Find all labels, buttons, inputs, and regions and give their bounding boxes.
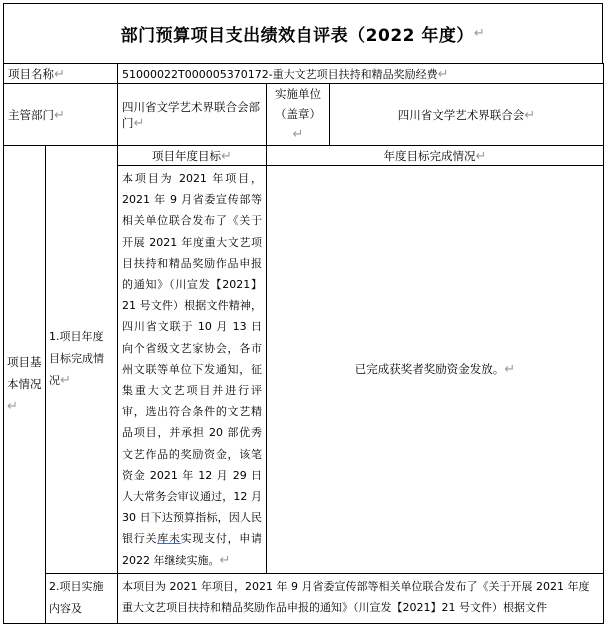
goal-content-cell xyxy=(118,166,267,574)
impl-value-cell xyxy=(330,84,604,146)
dept-value-cell xyxy=(118,84,267,146)
paragraph-mark-icon: ↵ xyxy=(473,26,486,41)
form-title xyxy=(3,3,603,63)
paragraph-mark-icon: ↵ xyxy=(7,398,18,414)
goal-content-highlight: 库未 xyxy=(157,532,181,546)
impl-label-line1: 实施单位 xyxy=(275,87,321,101)
paragraph-mark-icon: ↵ xyxy=(219,552,231,568)
impl-label-cell xyxy=(267,84,330,146)
paragraph-mark-icon: ↵ xyxy=(437,66,449,82)
basic-info-label-cell xyxy=(4,146,46,624)
paragraph-mark-icon: ↵ xyxy=(54,66,65,82)
row2-content: 本项目为 2021 年项目，2021 年 9 月省委宣传部等相关单位联合发布了《关于开展 2021 年度重大文艺项目扶持和精品奖励作品申报的通知》（川宣发【2021】21 号文件）根据文件 xyxy=(122,579,590,614)
dept-value: 四川省文学艺术界联合会部门 xyxy=(122,99,260,130)
project-name-label-cell xyxy=(4,64,118,84)
row2-label: 2.项目实施内容及 xyxy=(49,579,104,615)
row1-label: 1.项目年度目标完成情况 xyxy=(49,330,104,388)
row-header xyxy=(4,146,604,166)
row2-label-cell xyxy=(46,573,118,623)
project-name-label: 项目名称 xyxy=(8,66,54,81)
paragraph-mark-icon: ↵ xyxy=(475,148,487,164)
paragraph-mark-icon: ↵ xyxy=(60,373,71,389)
dept-label: 主管部门 xyxy=(8,107,54,122)
paragraph-mark-icon: ↵ xyxy=(54,107,65,123)
goal-content: 本项目为 2021 年项目，2021 年 9 月省委宣传部等相关单位联合发布了《关于开展 2021 年度重大文艺项目扶持和精品奖励作品申报的通知》（川宣发【2021】21 号文件）根据文件精神，四川省文联于 10 月 13 日向个省级文艺家协会，各市州文联等单位下发通知，征集重大文艺项目并进行评审，选出符合条件的文艺精品项目，并承担 20 部优秀文艺作品的奖励资金，该笔资金 2021 年 12 月 29 日人大常务会审议通过，12 月 30 日下达预算指标，因人民银行关 xyxy=(122,172,262,546)
done-header-cell xyxy=(267,146,604,166)
paragraph-mark-icon: ↵ xyxy=(133,115,145,131)
goal-header: 项目年度目标 xyxy=(152,148,222,163)
row2-content-cell xyxy=(118,573,604,623)
goal-header-cell xyxy=(118,146,267,166)
impl-value: 四川省文学艺术界联合会 xyxy=(397,107,525,122)
basic-info-label: 项目基本情况 xyxy=(7,354,42,391)
done-content: 已完成获奖者奖励资金发放。 xyxy=(354,362,505,377)
done-content-cell xyxy=(267,166,604,574)
project-name-value-cell xyxy=(118,64,604,84)
paragraph-mark-icon: ↵ xyxy=(221,148,232,164)
row-implementation xyxy=(4,573,604,623)
impl-label-line2: （盖章） xyxy=(275,107,321,121)
paragraph-mark-icon: ↵ xyxy=(292,127,304,142)
row-project-name xyxy=(4,64,604,84)
project-name-value: 51000022T000005370172-重大文艺项目扶持和精品奖励经费 xyxy=(122,67,438,81)
evaluation-table xyxy=(3,63,604,624)
dept-label-cell xyxy=(4,84,118,146)
paragraph-mark-icon: ↵ xyxy=(524,107,536,123)
row1-label-cell-top xyxy=(46,146,118,574)
goal-content-tail: 实现支付，申请 2022 年继续实施。 xyxy=(122,532,263,567)
paragraph-mark-icon: ↵ xyxy=(504,362,516,378)
done-header: 年度目标完成情况 xyxy=(383,148,476,163)
form-title-text: 部门预算项目支出绩效自评表（2022 年度） xyxy=(120,26,474,46)
row-department xyxy=(4,84,604,146)
